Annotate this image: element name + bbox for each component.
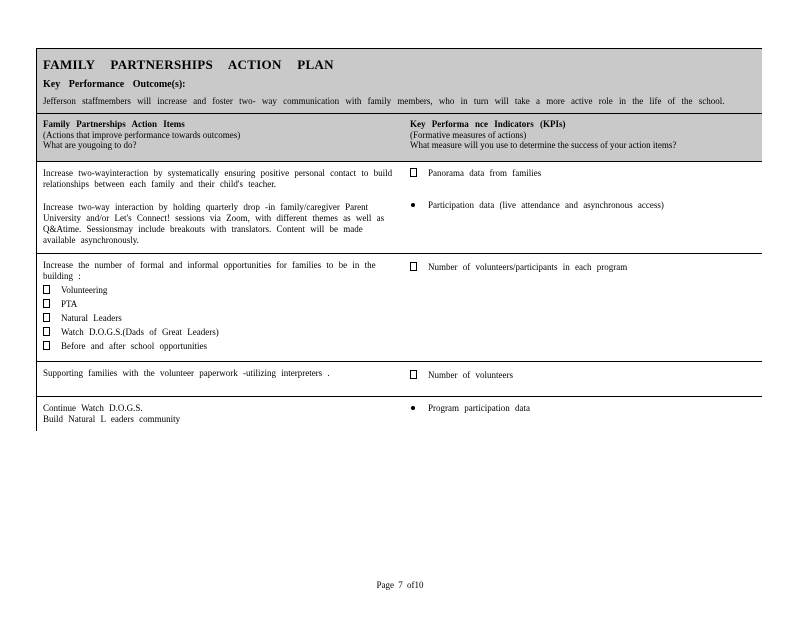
kpi-text: Panorama data from families [428,168,542,178]
page-number: Page 7 of10 [376,580,424,590]
outcome-statement: Jefferson staffmembers will increase and foster two- way communication with family members, who in turn will take a more active role in the life of the school. [43,96,725,106]
kpi-cell [404,362,762,396]
kpi-text: Number of volunteers/participants in each program [428,262,628,272]
checkbox-bullet-icon [410,370,428,381]
action-text: Increase two-way interaction by holding quarterly drop -in family/caregiver Parent University and/or Let's Connect! sessions via Zoom, with different themes as well as Q&Atime. Sessionsmay include breakouts with translators. Content will be made available asynchronously. [43,202,385,245]
action-text: Increase the number of formal and informal opportunities for families to be in the building : [43,260,376,281]
kpi-item [410,262,756,273]
kpi-text: Number of volunteers [428,370,513,380]
plan-header [36,48,762,114]
kpi-item [410,403,756,414]
table-row [36,254,762,362]
list-item-text: Volunteering [61,285,108,295]
action-items-title: Family Partnerships Action Items [43,119,185,129]
list-item-text: Natural Leaders [61,313,122,323]
checkbox-bullet-icon [43,327,61,338]
list-item [43,299,398,310]
action-items-header [37,114,404,161]
kpi-question: What measure will you use to determine the success of your action items? [410,140,677,150]
list-item [43,327,398,338]
action-items-question: What are yougoing to do? [43,140,137,150]
action-plan-table [36,48,762,431]
kpi-item [410,370,756,381]
kpi-text: Participation data (live attendance and asynchronous access) [428,200,664,210]
checkbox-bullet-icon [43,299,61,310]
dot-bullet-icon [410,403,428,414]
list-item [43,341,398,352]
kpi-text: Program participation data [428,403,530,413]
kpi-item [410,168,756,179]
list-item-text: Watch D.O.G.S.(Dads of Great Leaders) [61,327,219,337]
checkbox-bullet-icon [43,341,61,352]
action-items-subtitle: (Actions that improve performance towards outcomes) [43,129,241,140]
kpi-item [410,200,756,211]
checkbox-bullet-icon [410,168,428,179]
list-item-text: Before and after school opportunities [61,341,207,351]
table-row [36,397,762,431]
action-cell [37,254,404,361]
action-text: Increase two-wayinteraction by systematically ensuring positive personal contact to build relationships between each family and their child's teacher. [43,168,393,189]
action-cell [37,397,404,431]
column-headers [36,114,762,162]
checkbox-bullet-icon [410,262,428,273]
dot-bullet-icon [410,200,428,211]
action-text: Continue Watch D.O.G.S. [43,403,143,413]
opportunity-list [43,285,398,352]
action-text: Supporting families with the volunteer paperwork -utilizing interpreters . [43,368,330,378]
table-row [36,362,762,397]
list-item [43,285,398,296]
kpi-cell [404,397,762,431]
kpi-cell [404,162,762,253]
action-cell [37,362,404,396]
kpi-cell [404,254,762,361]
list-item [43,313,398,324]
checkbox-bullet-icon [43,285,61,296]
plan-title: FAMILY PARTNERSHIPS ACTION PLAN [43,57,334,72]
kpi-title: Key Performa nce Indicators (KPIs) [410,119,566,129]
action-text: Build Natural L eaders community [43,414,181,424]
list-item-text: PTA [61,299,78,309]
key-outcome-label: Key Performance Outcome(s): [43,79,186,90]
kpi-subtitle: (Formative measures of actions) [410,129,527,140]
checkbox-bullet-icon [43,313,61,324]
action-cell [37,162,404,253]
kpi-header [404,114,762,161]
table-row [36,162,762,254]
